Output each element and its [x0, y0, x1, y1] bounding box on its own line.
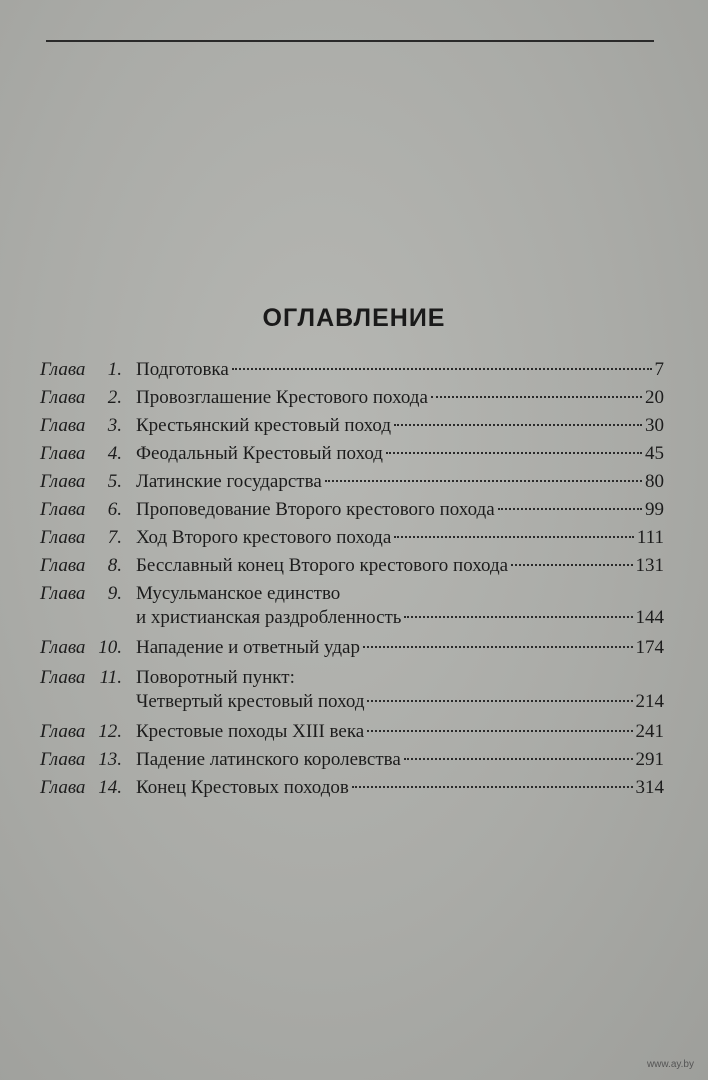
chapter-label: Глава	[40, 359, 86, 380]
page-number: 45	[645, 443, 664, 464]
dot-leader	[386, 452, 642, 454]
chapter-title: Провозглашение Крестового похода	[136, 387, 428, 408]
toc-entry-8	[0, 554, 708, 578]
page-number: 131	[635, 555, 664, 576]
chapter-number: 12.	[98, 721, 122, 742]
dot-leader	[367, 700, 632, 702]
chapter-label: Глава	[40, 555, 86, 576]
chapter-number: 2.	[107, 387, 122, 408]
chapter-label: Глава	[40, 443, 86, 464]
dot-leader	[394, 536, 634, 538]
chapter-number: 5.	[107, 471, 122, 492]
chapter-number: 10.	[98, 637, 122, 658]
chapter-number: 14.	[98, 777, 122, 798]
chapter-label: Глава	[40, 637, 86, 658]
chapter-title: Крестьянский крестовый поход	[136, 415, 392, 436]
chapter-label: Глава	[40, 749, 86, 770]
page-number: 144	[635, 607, 664, 628]
page-number: 291	[635, 749, 664, 770]
toc-entry-11-cont	[0, 690, 708, 714]
toc-entry-12	[0, 720, 708, 744]
chapter-number: 8.	[107, 555, 122, 576]
dot-leader	[232, 368, 652, 370]
dot-leader	[498, 508, 642, 510]
chapter-title: Падение латинского королевства	[136, 749, 401, 770]
chapter-number: 11.	[99, 667, 122, 688]
page-number: 7	[654, 359, 664, 380]
watermark-text: www.ay.by	[646, 1059, 694, 1070]
toc-entry-3	[0, 414, 708, 438]
page-number: 314	[635, 777, 664, 798]
dot-leader	[431, 396, 642, 398]
chapter-number: 7.	[107, 527, 122, 548]
toc-entry-5	[0, 470, 708, 494]
chapter-number: 13.	[98, 749, 122, 770]
chapter-title: Четвертый крестовый поход	[136, 691, 365, 712]
chapter-title: Конец Крестовых походов	[136, 777, 349, 798]
chapter-title: Проповедование Второго крестового похода	[136, 499, 495, 520]
page-number: 80	[645, 471, 664, 492]
page-number: 111	[636, 527, 664, 548]
chapter-label: Глава	[40, 667, 86, 688]
chapter-title: Феодальный Крестовый поход	[136, 443, 383, 464]
toc-heading: ОГЛАВЛЕНИЕ	[262, 304, 446, 332]
toc-entry-7	[0, 526, 708, 550]
chapter-number: 3.	[107, 415, 122, 436]
dot-leader	[511, 564, 632, 566]
chapter-title: Подготовка	[136, 359, 229, 380]
dot-leader	[404, 758, 633, 760]
chapter-label: Глава	[40, 527, 86, 548]
chapter-label: Глава	[40, 721, 86, 742]
page-number: 30	[645, 415, 664, 436]
chapter-label: Глава	[40, 777, 86, 798]
chapter-number: 4.	[107, 443, 122, 464]
dot-leader	[352, 786, 633, 788]
toc-entry-11	[0, 666, 708, 690]
chapter-label: Глава	[40, 415, 86, 436]
page-number: 99	[645, 499, 664, 520]
toc-entry-2	[0, 386, 708, 410]
toc-entry-4	[0, 442, 708, 466]
chapter-title: и христианская раздробленность	[136, 607, 402, 628]
toc-entry-9	[0, 582, 708, 606]
dot-leader	[404, 616, 632, 618]
chapter-title: Крестовые походы XIII века	[136, 721, 365, 742]
chapter-label: Глава	[40, 387, 86, 408]
page-number: 214	[635, 691, 664, 712]
dot-leader	[325, 480, 642, 482]
toc-entry-6	[0, 498, 708, 522]
chapter-number: 9.	[107, 583, 122, 604]
chapter-title: Ход Второго крестового похода	[136, 527, 392, 548]
page-number: 20	[645, 387, 664, 408]
toc-entry-13	[0, 748, 708, 772]
chapter-title: Латинские государства	[136, 471, 322, 492]
dot-leader	[394, 424, 642, 426]
chapter-label: Глава	[40, 583, 86, 604]
chapter-label: Глава	[40, 471, 86, 492]
chapter-label: Глава	[40, 499, 86, 520]
toc-entry-1	[0, 358, 708, 382]
header-rule	[46, 40, 654, 42]
dot-leader	[363, 646, 633, 648]
toc-entry-10	[0, 636, 708, 660]
chapter-title-line1: Мусульманское единство	[136, 583, 341, 604]
chapter-number: 1.	[107, 359, 122, 380]
toc-entry-14	[0, 776, 708, 800]
page-number: 241	[635, 721, 664, 742]
page-number: 174	[635, 637, 664, 658]
chapter-title: Нападение и ответный удар	[136, 637, 360, 658]
dot-leader	[367, 730, 632, 732]
toc-entry-9-cont	[0, 606, 708, 630]
chapter-title-line1: Поворотный пункт:	[136, 667, 295, 688]
chapter-number: 6.	[107, 499, 122, 520]
chapter-title: Бесславный конец Второго крестового похода	[136, 555, 509, 576]
